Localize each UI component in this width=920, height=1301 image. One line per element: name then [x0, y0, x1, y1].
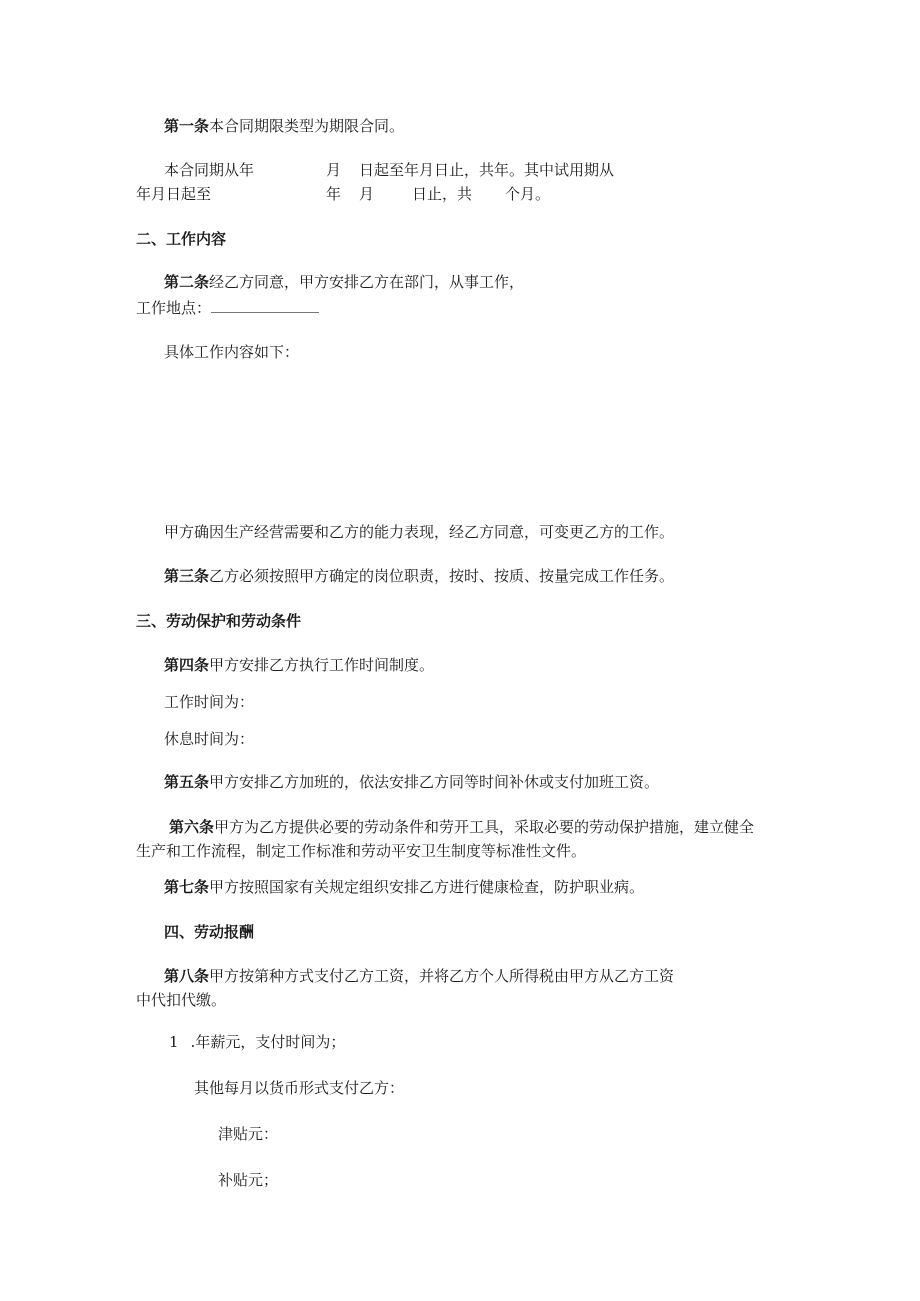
article-7 [164, 877, 644, 897]
article-2 [164, 272, 524, 292]
article-1 [164, 116, 404, 136]
work-location [136, 298, 319, 318]
section-heading-work: 二、工作内容 [136, 230, 227, 248]
article-label: 第五条 [164, 773, 210, 791]
article-label: 第八条 [164, 967, 210, 985]
article-label: 第三条 [164, 567, 210, 585]
term-month: 月 [326, 161, 342, 179]
work-detail-intro: 具体工作内容如下： [164, 343, 300, 361]
article-6 [169, 817, 754, 837]
subsidy: 补贴元； [218, 1171, 279, 1189]
article-text: 经乙方同意，甲方安排乙方在部门，从事工作， [209, 273, 525, 291]
other-payment: 其他每月以货币形式支付乙方： [194, 1079, 405, 1097]
article-3 [164, 566, 674, 586]
salary-item-1 [169, 1032, 345, 1052]
term-year: 年 [326, 185, 342, 203]
term-text: 本合同期从年 [164, 161, 255, 179]
article-text: 甲方安排乙方加班的，依法安排乙方同等时间补休或支付加班工资。 [209, 773, 660, 791]
location-blank [211, 300, 319, 313]
article-text: 甲方按第种方式支付乙方工资，并将乙方个人所得税由甲方从乙方工资 [209, 967, 675, 985]
article-text: 甲方为乙方提供必要的劳动条件和劳开工具，采取必要的劳动保护措施，建立健全 [214, 818, 755, 836]
contract-term-line-1 [164, 160, 254, 180]
article-label: 第一条 [164, 117, 210, 135]
term-months: 个月。 [505, 185, 551, 203]
allowance: 津贴元： [218, 1125, 279, 1143]
article-text: 甲方安排乙方执行工作时间制度。 [209, 656, 435, 674]
term-rest: 日起至年月日止，共年。其中试用期从 [359, 161, 615, 179]
article-label: 第二条 [164, 273, 210, 291]
item-text: .年薪元，支付时间为； [190, 1033, 346, 1051]
article-4 [164, 655, 434, 675]
article-label: 第六条 [169, 818, 215, 836]
article-text: 本合同期限类型为期限合同。 [209, 117, 405, 135]
job-change-text: 甲方确因生产经营需要和乙方的能力表现，经乙方同意，可变更乙方的工作。 [164, 523, 675, 541]
rest-time: 休息时间为： [164, 730, 255, 748]
article-label: 第四条 [164, 656, 210, 674]
location-label: 工作地点： [136, 299, 212, 317]
section-heading-pay: 四、劳动报酬 [164, 923, 255, 941]
article-6-cont: 生产和工作流程，制定工作标准和劳动平安卫生制度等标准性文件。 [136, 842, 587, 860]
term-end: 日止，共 [412, 185, 473, 203]
article-text: 甲方按照国家有关规定组织安排乙方进行健康检查，防护职业病。 [209, 878, 645, 896]
article-5 [164, 772, 659, 792]
article-label: 第七条 [164, 878, 210, 896]
section-heading-protection: 三、劳动保护和劳动条件 [136, 612, 302, 630]
work-time: 工作时间为： [164, 693, 255, 711]
item-number: 1 [169, 1033, 179, 1051]
contract-term-line-2: 年月日起至 [136, 185, 212, 203]
term-month-2: 月 [359, 185, 375, 203]
article-8 [164, 966, 674, 986]
article-text: 乙方必须按照甲方确定的岗位职责，按时、按质、按量完成工作任务。 [209, 567, 675, 585]
article-8-cont: 中代扣代缴。 [136, 991, 227, 1009]
